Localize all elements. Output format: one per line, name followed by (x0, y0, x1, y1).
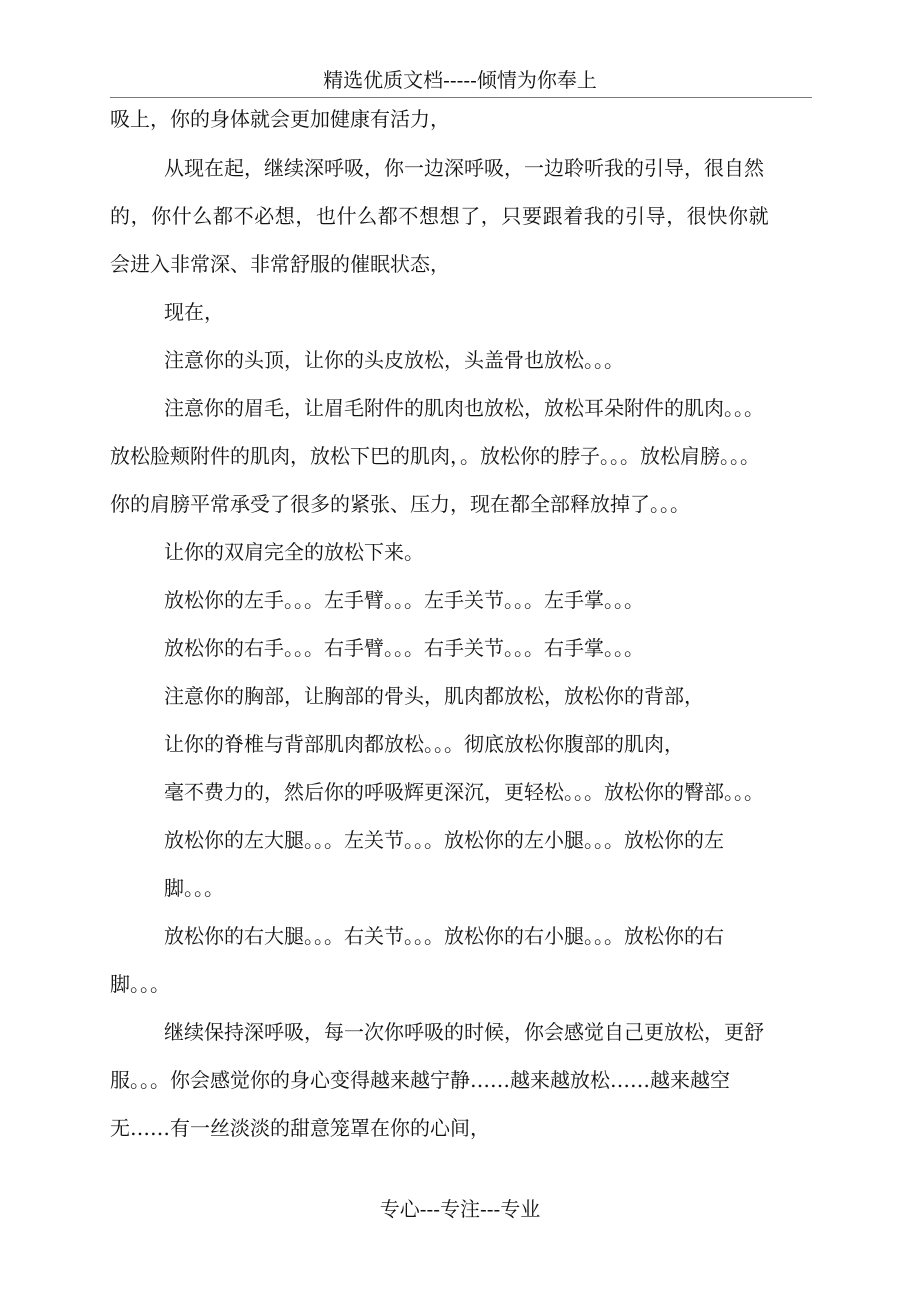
text-line: 继续保持深呼吸，每一次你呼吸的时候，你会感觉自己更放松，更舒 (164, 1020, 764, 1044)
page-footer: 专心---专注---专业 (379, 1197, 541, 1221)
text-line: 你的肩膀平常承受了很多的紧张、压力，现在都全部释放掉了。。。 (110, 492, 690, 516)
text-line: 毫不费力的，然后你的呼吸辉更深沉，更轻松。。。放松你的臀部。。。 (164, 780, 764, 804)
text-line: 注意你的头顶，让你的头皮放松，头盖骨也放松。。。 (164, 348, 624, 372)
text-line: 现在， (164, 300, 224, 324)
text-line: 让你的脊椎与背部肌肉都放松。。。彻底放松你腹部的肌肉， (164, 732, 684, 756)
header-divider (110, 97, 812, 98)
text-line: 无……有一丝淡淡的甜意笼罩在你的心间， (110, 1116, 490, 1140)
text-line: 吸上，你的身体就会更加健康有活力， (110, 107, 450, 131)
text-line: 放松你的左手。。。左手臂。。。左手关节。。。左手掌。。。 (164, 588, 644, 612)
text-line: 放松你的左大腿。。。左关节。。。放松你的左小腿。。。放松你的左 (164, 828, 724, 852)
text-line: 服。。。你会感觉你的身心变得越来越宁静……越来越放松……越来越空 (110, 1068, 730, 1092)
text-line: 放松脸颊附件的肌肉，放松下巴的肌肉，。放松你的脖子。。。放松肩膀。。。 (110, 444, 760, 468)
text-line: 注意你的眉毛，让眉毛附件的肌肉也放松，放松耳朵附件的肌肉。。。 (164, 396, 764, 420)
text-line: 脚。。。 (110, 972, 170, 996)
text-line: 放松你的右大腿。。。右关节。。。放松你的右小腿。。。放松你的右 (164, 924, 724, 948)
text-line: 让你的双肩完全的放松下来。 (164, 540, 424, 564)
text-line: 注意你的胸部，让胸部的骨头，肌肉都放松，放松你的背部， (164, 684, 704, 708)
text-line: 的，你什么都不必想，也什么都不想想了，只要跟着我的引导，很快你就 (110, 204, 770, 228)
text-line: 脚。。。 (164, 876, 224, 900)
text-line: 会进入非常深、非常舒服的催眠状态， (110, 252, 450, 276)
text-line: 放松你的右手。。。右手臂。。。右手关节。。。右手掌。。。 (164, 636, 644, 660)
text-line: 从现在起，继续深呼吸，你一边深呼吸，一边聆听我的引导，很自然 (164, 156, 764, 180)
page-header: 精选优质文档-----倾情为你奉上 (323, 68, 597, 92)
